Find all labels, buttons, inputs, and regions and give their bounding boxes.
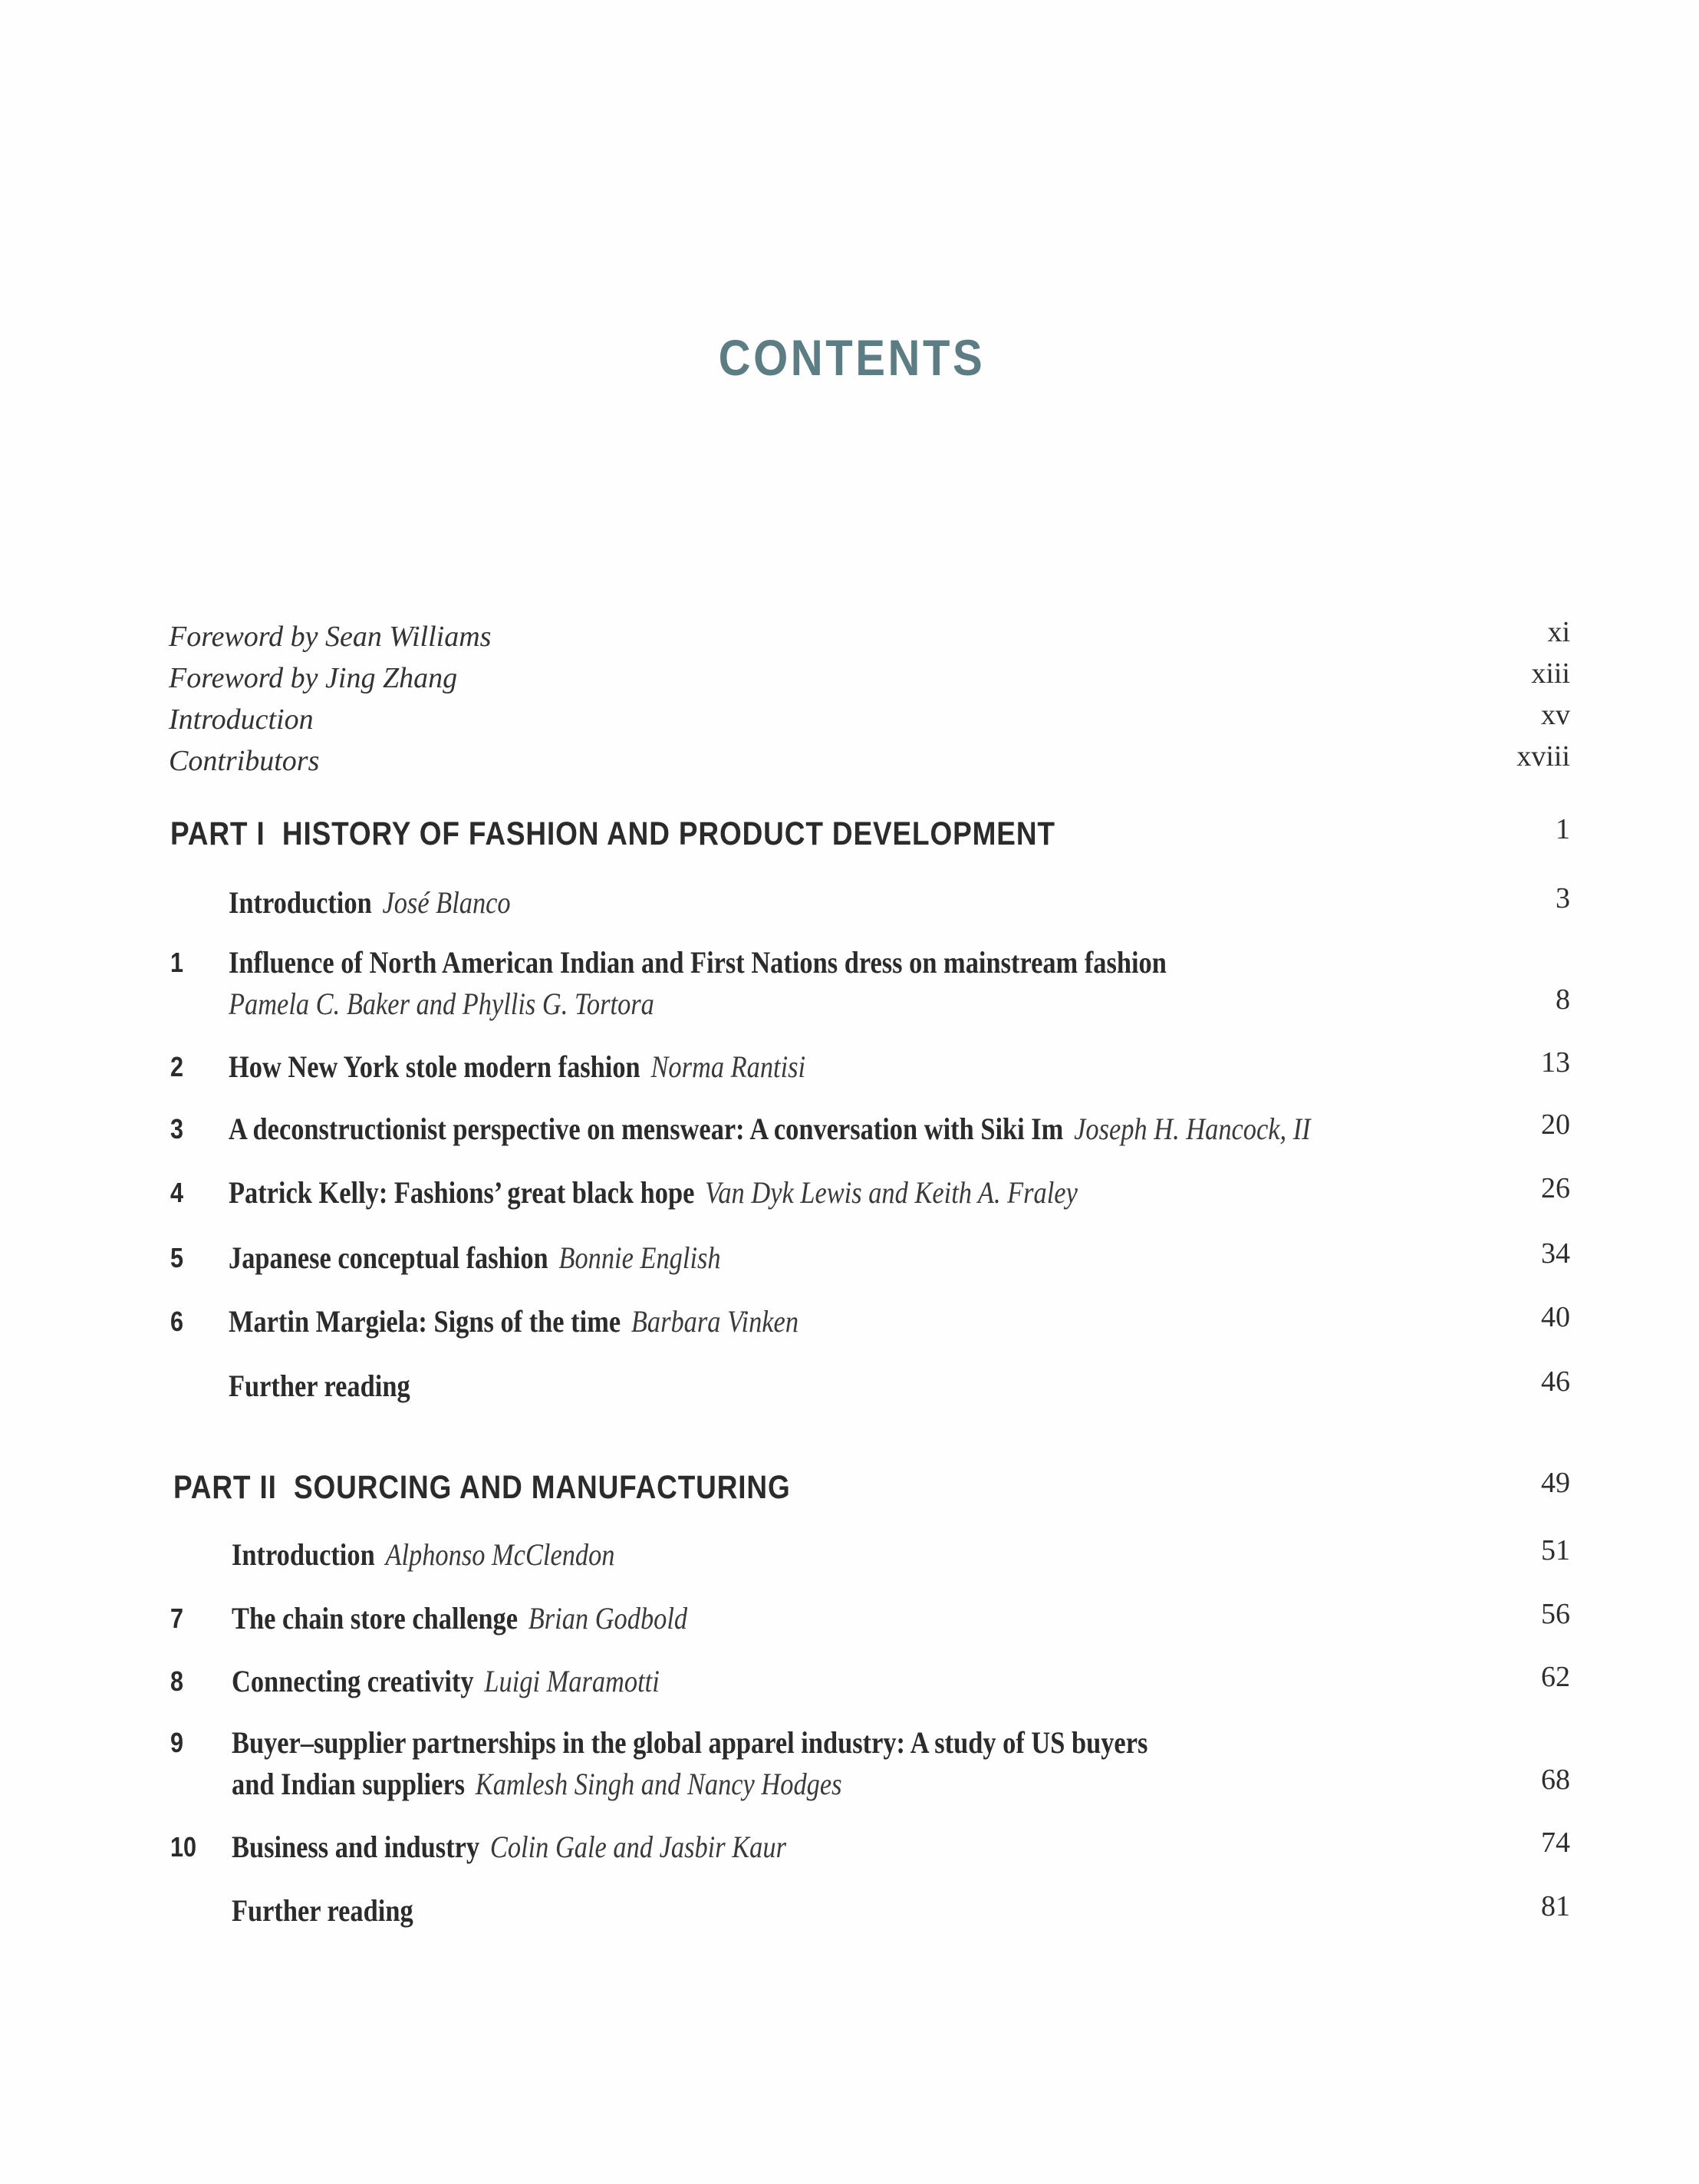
part-1-heading-row[interactable] (0, 813, 1699, 855)
toc-entry-chapter-8[interactable] (0, 1661, 1699, 1702)
toc-entry-foreword-zhang[interactable] (0, 657, 1699, 699)
toc-entry-chapter-2[interactable] (0, 1046, 1699, 1088)
page-number: 34 (1541, 1237, 1570, 1270)
entry-label: Introduction (169, 703, 314, 736)
page-number: 46 (1541, 1365, 1570, 1398)
entry-author: Alphonso McClendon (385, 1537, 615, 1572)
toc-entry-part2-further-reading[interactable] (0, 1890, 1699, 1932)
toc-entry-part1-introduction[interactable] (0, 882, 1699, 924)
entry-title: Martin Margiela: Signs of the time (229, 1304, 621, 1339)
entry-author: Norma Rantisi (650, 1049, 806, 1084)
entry-author: Barbara Vinken (631, 1304, 799, 1339)
chapter-number: 8 (170, 1665, 184, 1697)
chapter-number: 6 (170, 1306, 184, 1337)
toc-entry-foreword-williams[interactable] (0, 616, 1699, 657)
toc-entry-chapter-7[interactable] (0, 1598, 1699, 1639)
chapter-number: 2 (170, 1051, 184, 1082)
part-2-heading-row[interactable] (0, 1467, 1699, 1508)
chapter-number: 3 (170, 1113, 184, 1145)
toc-entry-chapter-1[interactable] (0, 942, 1699, 983)
page-number: xviii (1516, 740, 1570, 772)
entry-title: Connecting creativity (232, 1664, 474, 1698)
page-number: 74 (1541, 1827, 1570, 1859)
entry-title-continued: and Indian suppliers (232, 1767, 466, 1801)
toc-entry-contributors[interactable] (0, 740, 1699, 782)
entry-author: Pamela C. Baker and Phyllis G. Tortora (229, 987, 654, 1021)
page-number: xi (1547, 616, 1570, 648)
page-number: 62 (1541, 1661, 1570, 1693)
entry-title: Buyer–supplier partnerships in the global apparel industry: A study of US buyers (232, 1725, 1148, 1760)
page-number: 8 (1556, 983, 1570, 1016)
chapter-number: 5 (170, 1242, 184, 1273)
entry-title: Influence of North American Indian and First Nations dress on mainstream fashion (229, 945, 1167, 980)
page-number: 3 (1556, 882, 1570, 914)
entry-title: A deconstructionist perspective on menswear: A conversation with Siki Im (229, 1112, 1064, 1146)
page-number: 20 (1541, 1108, 1570, 1141)
entry-author: Brian Godbold (528, 1601, 688, 1636)
entry-author: Joseph H. Hancock, II (1074, 1112, 1311, 1146)
entry-author: José Blanco (382, 885, 511, 920)
chapter-number: 1 (170, 947, 184, 978)
entry-author: Kamlesh Singh and Nancy Hodges (475, 1767, 842, 1801)
page-number: xv (1541, 699, 1570, 731)
toc-entry-chapter-4[interactable] (0, 1172, 1699, 1214)
page-number: 51 (1541, 1534, 1570, 1566)
page-number: 68 (1541, 1764, 1570, 1796)
toc-entry-chapter-10[interactable] (0, 1827, 1699, 1868)
page-number: 26 (1541, 1172, 1570, 1204)
page-number: 49 (1541, 1467, 1570, 1499)
entry-title: Business and industry (232, 1830, 480, 1864)
page-number: 56 (1541, 1598, 1570, 1630)
entry-title: Patrick Kelly: Fashions’ great black hope (229, 1175, 695, 1210)
part-heading: PART I HISTORY OF FASHION AND PRODUCT DEVELOPMENT (170, 815, 1055, 852)
toc-entry-chapter-6[interactable] (0, 1301, 1699, 1342)
entry-label: Foreword by Jing Zhang (169, 662, 458, 694)
chapter-number: 4 (170, 1177, 184, 1208)
entry-author: Luigi Maramotti (484, 1664, 660, 1698)
entry-title: How New York stole modern fashion (229, 1049, 640, 1084)
page-title: CONTENTS (718, 329, 986, 386)
page-number: 40 (1541, 1301, 1570, 1333)
entry-title: The chain store challenge (232, 1601, 518, 1636)
toc-entry-chapter-9[interactable] (0, 1722, 1699, 1764)
toc-entry-part2-introduction[interactable] (0, 1534, 1699, 1576)
chapter-number: 9 (170, 1727, 184, 1758)
entry-title: Introduction (229, 885, 372, 920)
page-number: xiii (1531, 657, 1570, 690)
entry-title: Further reading (232, 1893, 413, 1928)
page-number: 81 (1541, 1890, 1570, 1922)
entry-title: Japanese conceptual fashion (229, 1240, 548, 1275)
chapter-number: 10 (170, 1831, 197, 1863)
entry-author: Van Dyk Lewis and Keith A. Fraley (705, 1175, 1078, 1210)
toc-entry-introduction[interactable] (0, 699, 1699, 740)
entry-label: Contributors (169, 745, 320, 777)
toc-entry-part1-further-reading[interactable] (0, 1365, 1699, 1407)
entry-author: Bonnie English (558, 1240, 721, 1275)
entry-title: Further reading (229, 1369, 410, 1403)
entry-label: Foreword by Sean Williams (169, 621, 492, 653)
part-heading: PART II SOURCING AND MANUFACTURING (173, 1469, 791, 1506)
toc-entry-chapter-9-line2[interactable] (0, 1764, 1699, 1805)
page-number: 1 (1556, 813, 1570, 845)
chapter-number: 7 (170, 1603, 184, 1634)
page-number: 13 (1541, 1046, 1570, 1079)
toc-entry-chapter-3[interactable] (0, 1108, 1699, 1150)
entry-title: Introduction (232, 1537, 375, 1572)
entry-author: Colin Gale and Jasbir Kaur (489, 1830, 786, 1864)
toc-entry-chapter-5[interactable] (0, 1237, 1699, 1279)
toc-entry-chapter-1-author (0, 983, 1699, 1025)
